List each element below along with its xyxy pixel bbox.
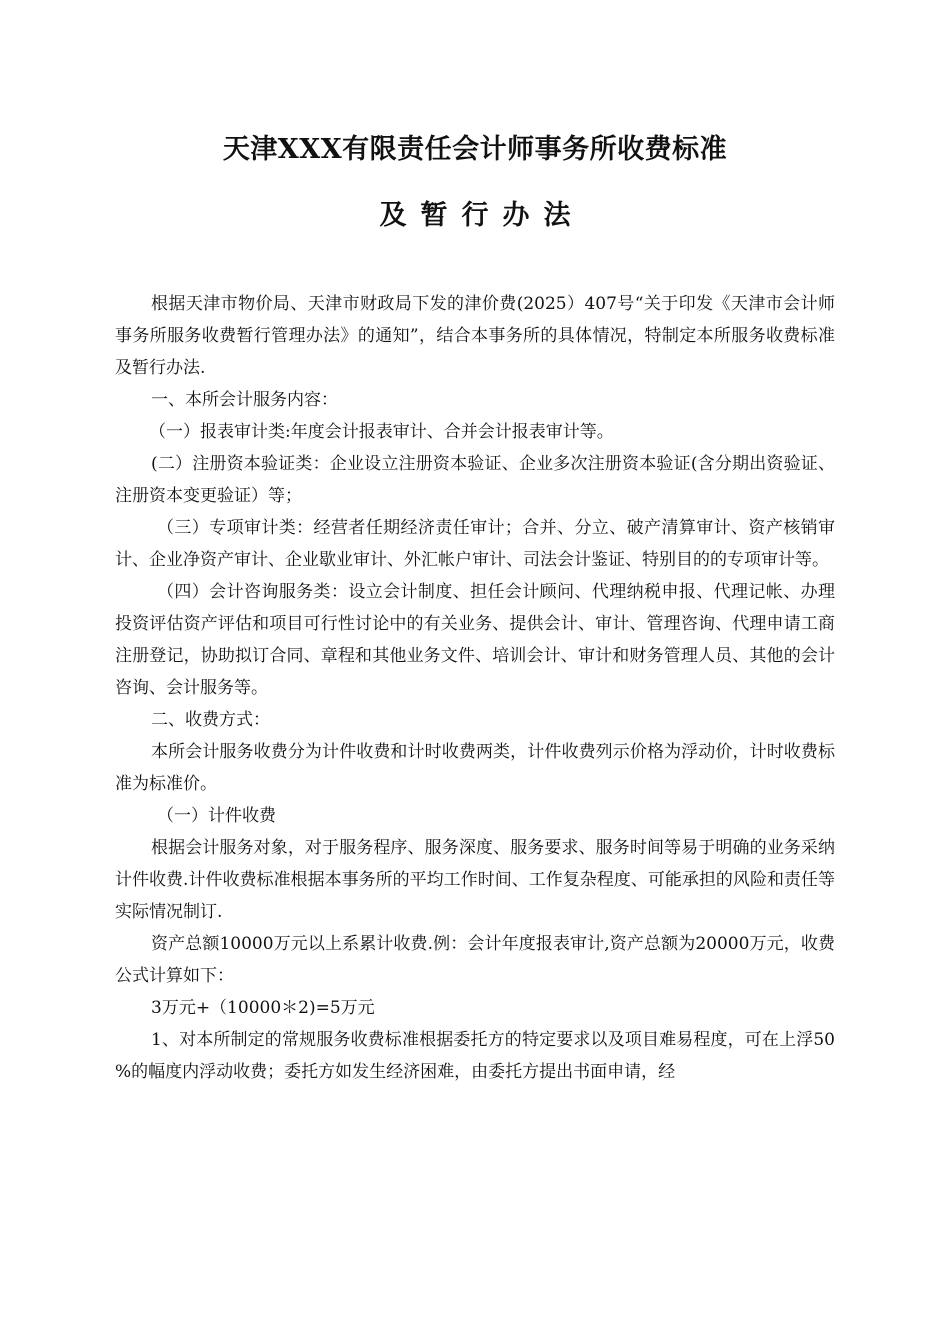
document-title: 天津XXX有限责任会计师事务所收费标准 <box>222 134 728 165</box>
section-2-item-1-body: 根据会计服务对象，对于服务程序、服务深度、服务要求、服务时间等易于明确的业务采纳计件收费.计件收费标准根据本事务所的平均工作时间、工作复杂程度、可能承担的风险和责任等实际情况制订. <box>115 838 835 922</box>
section-1-item-4: （四）会计咨询服务类：设立会计制度、担任会计顾问、代理纳税申报、代理记帐、办理投资评估资产评估和项目可行性讨论中的有关业务、提供会计、审计、管理咨询、代理申请工商注册登记，协助拟订合同、章程和其他业务文件、培训会计、审计和财务管理人员、其他的会计咨询、会计服务等。 <box>115 582 835 698</box>
document-subtitle: 及暂行办法 <box>379 200 585 231</box>
section-2-intro: 本所会计服务收费分为计件收费和计时收费两类，计件收费列示价格为浮动价，计时收费标准为标准价。 <box>115 742 835 794</box>
section-2-item-1-example: 资产总额10000万元以上系累计收费.例：会计年度报表审计,资产总额为20000万元，收费公式计算如下： <box>115 934 835 986</box>
section-1-heading: 一、本所会计服务内容： <box>151 390 338 410</box>
intro-paragraph: 根据天津市物价局、天津市财政局下发的津价费(2025）407号“关于印发《天津市会计师事务所服务收费暂行管理办法》的通知”，结合本事务所的具体情况，特制定本所服务收费标准及暂行办法. <box>115 294 835 378</box>
section-2-heading: 二、收费方式： <box>151 710 270 730</box>
section-2-item-1-formula: 3万元+（10000＊2)=5万元 <box>151 998 375 1018</box>
section-2-item-1-heading: （一）计件收费 <box>157 806 276 826</box>
document-body <box>115 288 835 1088</box>
section-1-item-1: （一）报表审计类:年度会计报表审计、合并会计报表审计等。 <box>149 422 614 442</box>
section-1-item-2: (二）注册资本验证类：企业设立注册资本验证、企业多次注册资本验证(含分期出资验证、注册资本变更验证）等； <box>115 454 835 506</box>
section-1-item-3: （三）专项审计类：经营者任期经济责任审计；合并、分立、破产清算审计、资产核销审计、企业净资产审计、企业歇业审计、外汇帐户审计、司法会计鉴证、特别目的的专项审计等。 <box>115 518 835 570</box>
section-2-note-1: 1、对本所制定的常规服务收费标准根据委托方的特定要求以及项目难易程度，可在上浮50 %的幅度内浮动收费；委托方如发生经济困难，由委托方提出书面申请，经 <box>115 1030 835 1082</box>
